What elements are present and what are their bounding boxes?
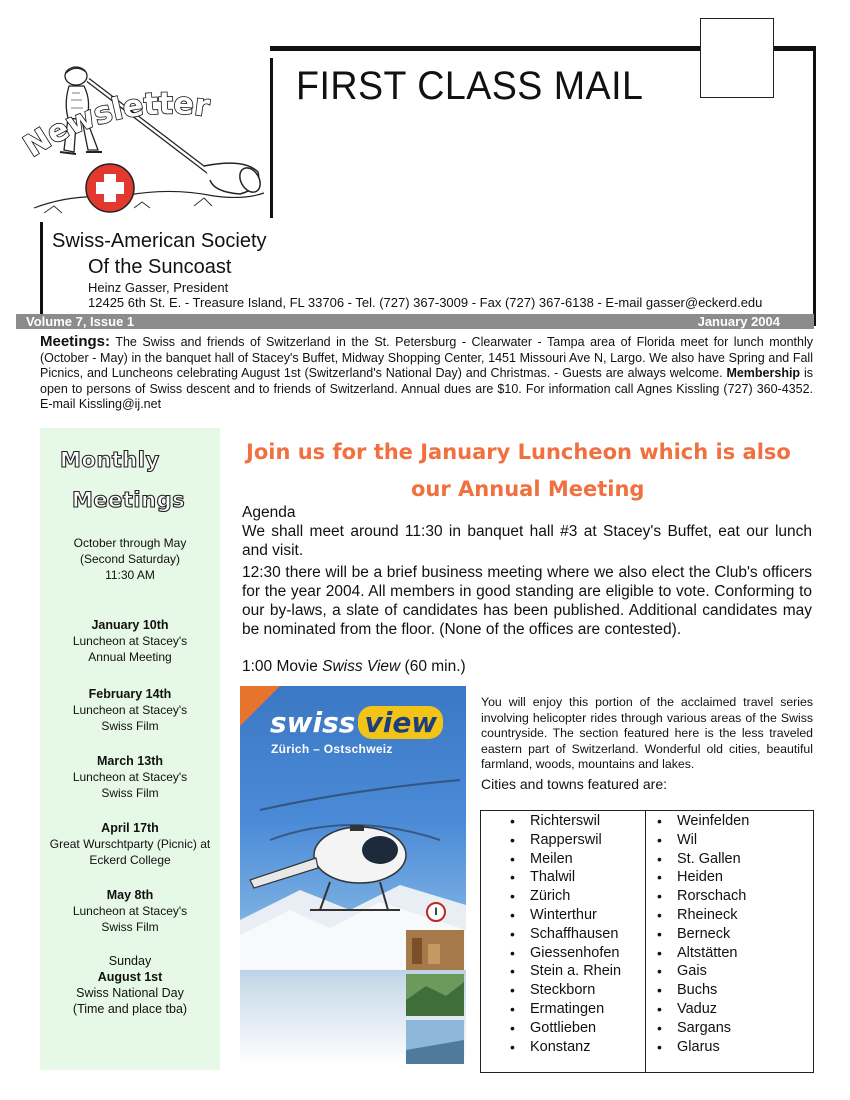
list-item: • Glarus [653,1038,749,1057]
list-item: • Thalwil [506,868,621,887]
event-date: April 17th [101,821,159,835]
sidebar-event-august [40,953,220,1017]
event-detail: Swiss Film [101,719,159,733]
contact-address: 12425 6th St. E. - Treasure Island, FL 33706 - Tel. (727) 367-3009 - Fax (727) 367-6138 - E-mail gasser@eckerd.edu [88,295,763,310]
event-detail: Luncheon at Stacey's [72,770,188,784]
event-detail: Great Wurschtparty (Picnic) at [49,837,211,851]
cover-subtitle: Zürich – Ostschweiz [271,742,393,756]
cover-number-badge: I [426,902,446,922]
list-item: • Heiden [653,868,749,887]
list-item: • St. Gallen [653,850,749,869]
event-detail: Eckerd College [89,853,171,867]
mail-class-label: FIRST CLASS MAIL [296,64,644,108]
sidebar-event [40,686,220,734]
membership-text: is open to persons of Swiss descent and to friends of Switzerland. Annual dues are $10. For information call Agnes Kissling (727) 360-4352. E-mail Kissling@ij.net [40,366,813,411]
society-name-line2: Of the Suncoast [88,256,232,278]
list-item: • Schaffhausen [506,925,621,944]
movie-title: Swiss View [322,658,401,675]
event-detail: Luncheon at Stacey's [72,904,188,918]
list-item: • Giessenhofen [506,944,621,963]
event-detail: Swiss Film [101,786,159,800]
list-item: • Zürich [506,887,621,906]
event-detail: Swiss Film [101,920,159,934]
film-description: You will enjoy this portion of the acclaimed travel series involving helicopter rides through various areas of the Swiss countryside. The section featured here is the less traveled eastern part of Switzerland. Wonderful old cities, beautiful farmland, woods, mountains and lakes. [481,695,813,771]
issue-date: January 2004 [697,314,780,329]
list-item: • Vaduz [653,1000,749,1019]
cover-thumbnail-photos [406,930,464,1064]
sidebar-event [40,820,220,868]
list-item: • Weinfelden [653,812,749,831]
issue-bar [16,314,814,329]
stamp-box [700,18,774,98]
cities-label: Cities and towns featured are: [481,776,667,792]
society-divider [40,222,43,322]
event-date: January 10th [91,618,169,632]
sidebar-event [40,617,220,665]
brand-swiss: swiss [270,706,356,739]
list-item: • Rheineck [653,906,749,925]
cities-column-1 [506,812,621,1056]
list-item: • Altstätten [653,944,749,963]
list-item: • Konstanz [506,1038,621,1057]
meetings-label: Meetings: [40,333,111,350]
meeting-schedule [40,535,220,583]
headline-line1: Join us for the January Luncheon which is also [246,440,791,464]
agenda-paragraph: 12:30 there will be a brief business meeting where we also elect the Club's officers for the year 2004. All members in good standing are eligible to vote. Conforming to our by-laws, a slate of candidates has been published. Additional candidates may be nominated from the floor. (None of the offices are contested). [242,564,812,638]
schedule-time: 11:30 AM [105,568,155,582]
agenda-label: Agenda [242,504,296,521]
sidebar-event [40,887,220,935]
schedule-day: (Second Saturday) [79,552,181,566]
list-item: • Meilen [506,850,621,869]
sidebar-event [40,753,220,801]
list-item: • Rorschach [653,887,749,906]
list-item: • Stein a. Rhein [506,962,621,981]
list-item: • Steckborn [506,981,621,1000]
list-item: • Buchs [653,981,749,1000]
event-detail: Luncheon at Stacey's [72,703,188,717]
list-item: • Wil [653,831,749,850]
event-date: May 8th [106,888,154,902]
list-item: • Berneck [653,925,749,944]
event-date: August 1st [97,970,163,984]
event-detail: (Time and place tba) [72,1002,188,1016]
logo-text: Newsletter [17,86,212,165]
sidebar-title-line1: Monthly [60,448,160,472]
event-date: February 14th [88,687,172,701]
brand-view: view [358,706,443,739]
newsletter-logo [14,58,272,220]
movie-time: 1:00 Movie [242,658,323,675]
list-item: • Gottlieben [506,1019,621,1038]
event-day: Sunday [108,954,152,968]
movie-duration: (60 min.) [400,658,466,675]
list-item: • Sargans [653,1019,749,1038]
list-item: • Ermatingen [506,1000,621,1019]
cities-table-divider [645,810,646,1073]
agenda-movie-line [242,657,466,676]
list-item: • Gais [653,962,749,981]
schedule-months: October through May [73,536,187,550]
cities-column-2 [653,812,749,1056]
list-item: • Richterswil [506,812,621,831]
cover-brand [270,706,443,739]
meetings-text: The Swiss and friends of Switzerland in the St. Petersburg - Clearwater - Tampa area of Florida meet for lunch monthly (October - May) in the banquet hall of Stacey's Buffet, Midway Shopping Center, 1451 Missouri Ave N, Largo. We also have Spring and Fall Picnics, and Luncheons celebrating August 1st (Switzerland's National Day) and Christmas. - Guests are always welcome. [40,335,813,380]
volume-issue: Volume 7, Issue 1 [26,314,135,329]
agenda-paragraph: We shall meet around 11:30 in banquet hall #3 at Stacey's Buffet, eat our lunch and visit. [242,523,812,559]
society-name-line1: Swiss-American Society [52,230,267,252]
list-item: • Winterthur [506,906,621,925]
list-item: • Rapperswil [506,831,621,850]
headline-line2: our Annual Meeting [411,477,645,501]
event-date: March 13th [97,754,163,768]
sidebar-title-line2: Meetings [72,488,186,512]
event-detail: Luncheon at Stacey's [72,634,188,648]
president-name: Heinz Gasser, President [88,280,229,295]
meetings-paragraph [40,334,813,413]
event-detail: Swiss National Day [76,986,184,1000]
event-detail: Annual Meeting [88,650,172,664]
membership-label: Membership [726,366,801,380]
